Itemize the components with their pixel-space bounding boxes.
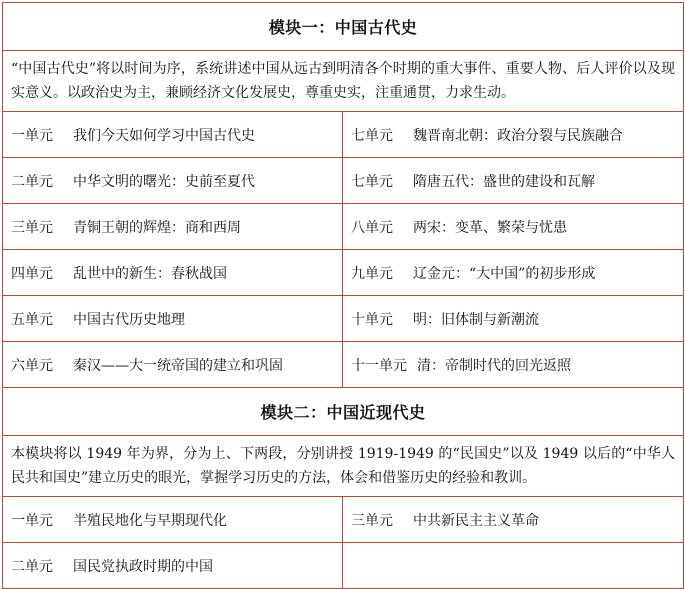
module2-intro-row [3, 436, 684, 497]
unit-cell [3, 204, 343, 250]
table-row [3, 342, 684, 388]
module1-intro-row [3, 51, 684, 112]
unit-number: 二单元 [11, 173, 53, 190]
unit-title: 明：旧体制与新潮流 [413, 311, 539, 328]
unit-number: 十一单元 [351, 357, 407, 374]
unit-cell [343, 158, 684, 204]
unit-cell [343, 296, 684, 342]
unit-cell [3, 158, 343, 204]
unit-cell [343, 497, 684, 543]
empty-cell [343, 543, 684, 589]
unit-title: 乱世中的新生：春秋战国 [73, 265, 227, 282]
unit-number: 一单元 [11, 127, 53, 144]
unit-cell [343, 342, 684, 388]
unit-title: 青铜王朝的辉煌：商和西周 [73, 219, 241, 236]
unit-number: 五单元 [11, 311, 53, 328]
unit-title: 隋唐五代：盛世的建设和瓦解 [413, 173, 595, 190]
unit-cell [3, 543, 343, 589]
unit-number: 十单元 [351, 311, 393, 328]
unit-title: 清：帝制时代的回光返照 [417, 357, 571, 374]
unit-number: 二单元 [11, 558, 53, 575]
unit-title: 半殖民地化与早期现代化 [73, 512, 227, 529]
unit-cell [3, 250, 343, 296]
unit-title: 国民党执政时期的中国 [73, 558, 213, 575]
unit-cell [3, 497, 343, 543]
unit-cell [343, 250, 684, 296]
table-row [3, 158, 684, 204]
module2-title-row [3, 388, 684, 436]
unit-number: 七单元 [351, 127, 393, 144]
unit-cell [3, 296, 343, 342]
unit-number: 八单元 [351, 219, 393, 236]
unit-number: 九单元 [351, 265, 393, 282]
unit-number: 六单元 [11, 357, 53, 374]
module1-title-row [3, 3, 684, 51]
unit-number: 四单元 [11, 265, 53, 282]
unit-title: 魏晋南北朝：政治分裂与民族融合 [413, 127, 623, 144]
unit-cell [343, 204, 684, 250]
unit-title: 辽金元：“大中国”的初步形成 [413, 265, 596, 282]
module2-intro: 本模块将以 1949 年为界，分为上、下两段，分别讲授 1919-1949 的“民国史”以及 1949 以后的“中华人民共和国史”建立历史的眼光，掌握学习历史的方法，体会和借鉴历史的经验和教训。 [3, 436, 684, 497]
course-outline-table [2, 2, 684, 589]
unit-title: 中华文明的曙光：史前至夏代 [73, 173, 255, 190]
unit-number: 一单元 [11, 512, 53, 529]
unit-title: 中国古代历史地理 [73, 311, 185, 328]
unit-cell [3, 342, 343, 388]
table-row [3, 250, 684, 296]
module2-title: 模块二：中国近现代史 [3, 388, 684, 436]
unit-cell [3, 112, 343, 158]
unit-title: 我们今天如何学习中国古代史 [73, 127, 255, 144]
unit-title: 两宋：变革、繁荣与忧患 [413, 219, 567, 236]
table-row [3, 204, 684, 250]
module1-title: 模块一：中国古代史 [3, 3, 684, 51]
unit-number: 三单元 [11, 219, 53, 236]
unit-title: 秦汉——大一统帝国的建立和巩固 [73, 357, 283, 374]
table-row [3, 112, 684, 158]
unit-number: 七单元 [351, 173, 393, 190]
table-row [3, 497, 684, 543]
unit-cell [343, 112, 684, 158]
unit-number: 三单元 [351, 512, 393, 529]
module1-intro: “中国古代史”将以时间为序，系统讲述中国从远古到明清各个时期的重大事件、重要人物、后人评价以及现实意义。以政治史为主，兼顾经济文化发展史，尊重史实，注重通贯，力求生动。 [3, 51, 684, 112]
unit-title: 中共新民主主义革命 [413, 512, 539, 529]
table-row [3, 543, 684, 589]
table-row [3, 296, 684, 342]
